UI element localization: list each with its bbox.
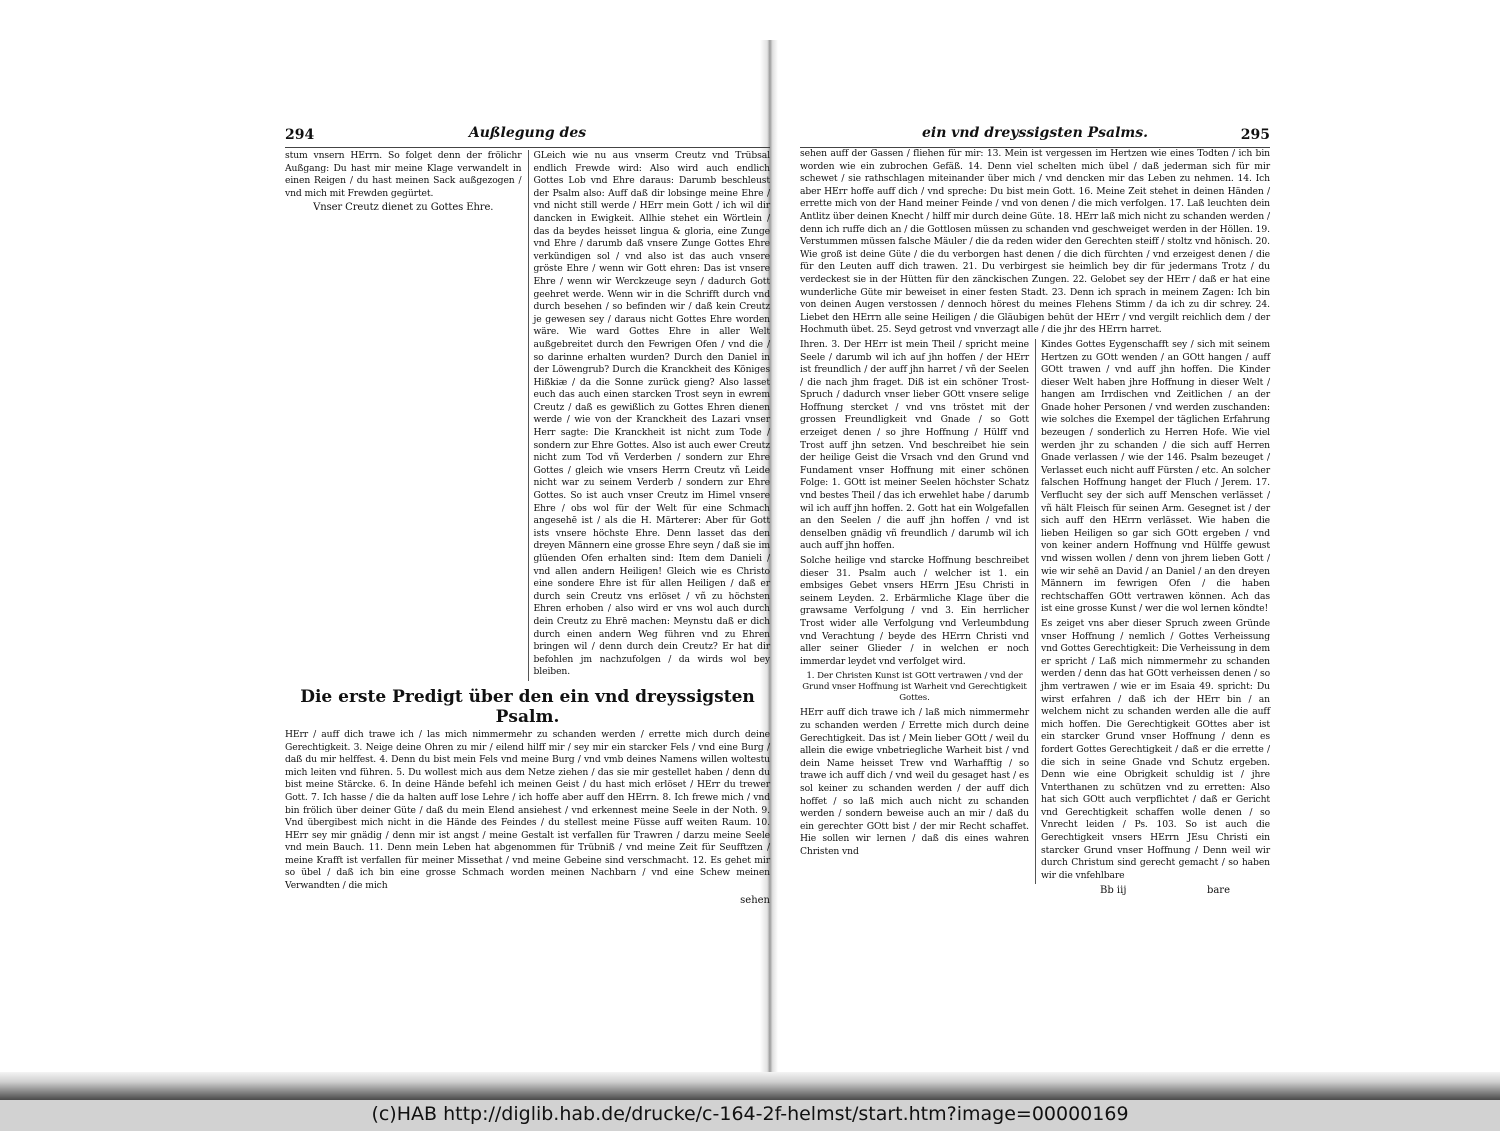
psalm-text xyxy=(285,729,770,893)
right-catchword: bare xyxy=(1206,885,1230,897)
sermon-title: Die erste Predigt über den ein vnd dreyssigsten Psalm. xyxy=(300,686,755,727)
left-col2-paragraph-1: GLeich wie nu aus vnserm Creutz vnd Trübsal endlich Frewde wird: Also wird auch endlich Gottes Lob vnd Ehre daraus: Darumb beschleust der Psalm also: Auff daß dir lobsinge meine Ehre / vnd nicht still werde / HErr mein Gott / ich wil dir dancken in Ewigkeit. Allhie stehet ein Wörtlein / das da beydes heisset lingua & gloria, eine Zunge vnd Ehre / darumb daß vnsere Zunge Gottes Ehre verkündigen sol / vnd also ist das auch vnsere gröste Ehre / wenn wir Gott ehren: Das ist vnsere Ehre / wenn wir Werckzeuge seyn / dadurch Gott geehret werde. Wenn wir in die Schrifft durch vnd durch besehen / so befinden wir / daß kein Creutz je gewesen sey / daraus nicht Gottes Ehre worden wäre. Wie ward Gottes Ehre in aller Welt außgebreitet durch den Fewrigen Ofen / vnd die / so darinne erhalten wurden? Durch den Daniel in der Löwengrub? Durch die Kranckheit des Königes Hißkiæ / da die Sonne zurück gieng? Also lasset euch das auch einen starcken Trost seyn in ewrem Creutz / daß es gewißlich zu Gottes Ehren dienen werde / wie von der Kranckheit des Lazari vnser Herr sagte: Die Kranckheit ist nicht zum Tode / sondern zur Ehre Gottes. Also ist auch ewer Creutz nicht zum Tod vñ Verderben / sondern zur Ehre Gottes / gleich wie vnsers Herrn Creutz vñ Leide nicht war zu seinem Verderb / sondern zur Ehre Gottes. So ist auch vnser Creutz im Himel vnsere Ehre / obs wol für der Welt für eine Schmach angesehē ist / als die H. Märterer: Aber für Gott ists vnsere höchste Ehre. Denn lasset das den dreyen Männern eine grosse Ehre seyn / daß sie im glüenden Ofen erhalten sind: Item dem Danieli / vnd allen andern Heiligen! Gleich wie es Christo eine sondere Ehre ist für allen Heiligen / daß er durch sein Creutz vns erlöset / vñ zu höchsten Ehren erhoben / also wird er vns wol auch durch dein Creutz zu Ehrē machen: Meynstu daß er dich durch einen andern Weg führen vnd zu Ehren bringen wil / denn durch dein Creutz? Er hat dir befohlen jm nachzufolgen / da wirds wol bey bleiben. xyxy=(533,150,770,678)
right-page-number: 295 xyxy=(1240,127,1270,143)
right-column-1 xyxy=(800,339,1029,885)
left-col1-paragraph-1: stum vnsern HErrn. So folget denn der frölichr Außgang: Du hast mir meine Klage verwandelt in einen Reigen / du hast meinen Sack außgezogen / vnd mich mit Frewden gegürtet. xyxy=(285,150,522,199)
left-column-2 xyxy=(528,150,771,681)
page-edge-shadow xyxy=(0,1072,1500,1100)
left-running-head: Außlegung des xyxy=(468,125,587,141)
right-col1-paragraph-2: Solche heilige vnd starcke Hoffnung beschreibet dieser 31. Psalm auch / welcher ist 1. ein embsiges Gebet vnsers HErrn JEsu Christi in seinem Leyden. 2. Erbärmliche Klage über die grawsame Verfolgung / vnd 3. Ein herrlicher Trost wider alle Verfolgung vnd Verleumbdung vnd Verachtung / beyde des HErrn Christi vnd aller seiner Glieder / in welchen er noch immerdar leydet vnd verfolget wird. xyxy=(800,555,1029,667)
right-page-header xyxy=(800,125,1270,148)
psalm-verses: HErr / auff dich trawe ich / las mich nimmermehr zu schanden werden / errette mich durch deine Gerechtigkeit. 3. Neige deine Ohren zu mir / eilend hilff mir / sey mir ein starcker Fels / vnd eine Burg / daß du mir helffest. 4. Denn du bist mein Fels vnd meine Burg / vnd vmb deines Namens willen woltestu mich leiten vnd führen. 5. Du wollest mich aus dem Netze ziehen / das sie mir gestellet haben / denn du bist meine Stärcke. 6. In deine Hände befehl ich meinen Geist / du hast mich erlöset / HErr du trewer Gott. 7. Ich hasse / die da halten auff lose Lehre / ich hoffe aber auff den HErrn. 8. Ich frewe mich / vnd bin frölich über deiner Güte / daß du mein Elend ansiehest / vnd erkennest meine Seele in der Noth. 9. Vnd übergibest mich nicht in die Hände des Feindes / du stellest meine Füsse auff weiten Raum. 10. HErr sey mir gnädig / denn mir ist angst / meine Gestalt ist verfallen für Trawren / darzu meine Seele vnd mein Bauch. 11. Denn mein Leben hat abgenommen für Trübniß / vnd meine Zeit für Seufftzen / meine Krafft ist verfallen für meiner Missethat / vnd meine Gebeine sind verschmacht. 12. Es gehet mir so übel / daß ich bin eine grosse Schmach worden meinen Nachbarn / vnd eine Schew meinen Verwandten / die mich xyxy=(285,728,770,892)
right-col1-heading: 1. Der Christen Kunst ist GOtt vertrawen / vnd der Grund vnser Hoffnung ist Warheit vnd Gerechtigkeit Gottes. xyxy=(802,671,1027,704)
credit-text: (c)HAB http://diglib.hab.de/drucke/c-164-2f-helmst/start.htm?image=00000169 xyxy=(371,1103,1129,1125)
right-col2-paragraph-1: Kindes Gottes Eygenschafft sey / sich mit seinem Hertzen zu GOtt wenden / an GOtt hangen / auff GOtt trawen / vnd auff jhn hoffen. Die Kinder dieser Welt haben jhre Hoffnung in dieser Welt / hangen am Irrdischen vnd Zeitlichen / an der Gnade hoher Personen / vnd werden zuschanden: wie solches die Exempel der täglichen Erfahrung bezeugen / sonderlich zu Herren Hofe. Wie viel werden jhr zu schanden / die sich auff Herren Gnade verlassen / wie der 146. Psalm bezeuget / Verlasset euch nicht auff Fürsten / etc. An solcher falschen Hoffnung hanget der Fluch / Jerem. 17. Verflucht sey der sich auff Menschen verlässet / vñ hält Fleisch für seinen Arm. Gesegnet ist / der sich auff den HErrn verlässet. Wie haben die lieben Heiligen so gar sich GOtt ergeben / vnd von keiner andern Hoffnung vnd Hülffe gewust vnd wissen wollen / denn von jhrem lieben Gott / wie wir sehē an David / an Daniel / an den dreyen Männern im fewrigen Ofen / die haben rechtschaffen GOtt vertrawen können. Ach das ist eine grosse Kunst / wer die wol lernen köndte! xyxy=(1041,338,1270,615)
right-columns xyxy=(800,339,1270,885)
right-page-footer xyxy=(800,885,1270,896)
left-columns xyxy=(285,150,770,681)
right-running-head: ein vnd dreyssigsten Psalms. xyxy=(921,125,1148,141)
psalm-continuation xyxy=(800,148,1270,337)
right-col2-paragraph-2: Es zeiget vns aber dieser Spruch zween Gründe vnser Hoffnung / nemlich / Gottes Verheissung vnd Gottes Gerechtigkeit: Die Verheissung in dem er spricht / Laß mich nimmermehr zu schanden werden / denn das hat GOtt verheissen denen / so jhm vertrawen / wie er im Esaia 49. spricht: Du wirst erfahren / daß ich der HErr bin / an welchem nicht zu schanden werden alle die auff mich hoffen. Die Gerechtigkeit GOttes aber ist ein starcker Grund vnser Hoffnung / denn es fordert Gottes Gerechtigkeit / daß er die errette / die sich in seine Gnade vnd Schutz ergeben. Denn wie eine Obrigkeit schuldig ist / jhre Vnterthanen zu schützen vnd zu erretten: Also hat sich GOtt auch verpflichtet / daß er Gericht vnd Gerechtigkeit schaffen wolle denen / so Vnrecht leiden / Ps. 103. So ist auch die Gerechtigkeit vnsers HErrn JEsu Christi ein starcker Grund vnser Hoffnung / Denn weil wir durch Christum sind gerecht gemacht / so haben wir die vnfehlbare xyxy=(1041,617,1270,881)
left-page-number: 294 xyxy=(285,127,315,143)
right-column-2 xyxy=(1035,339,1270,885)
right-col1-paragraph-3: HErr auff dich trawe ich / laß mich nimmermehr zu schanden werden / Errette mich durch deine Gerechtigkeit. Das ist / Mein lieber GOtt / weil du allein die ewige vnbetriegliche Warheit bist / vnd dein Name heisset Trew vnd Warhafftig / so trawe ich auff dich / vnd weil du gesaget hast / es sol keiner zu schanden werden / der auff dich hoffet / so laß mich auch nicht zu schanden werden / sondern beweise auch an mir / daß du ein gerechter GOtt bist / der mir Recht schaffet. Hie sollen wir lernen / daß dis eines wahren Christen vnd xyxy=(800,707,1029,857)
left-page-header xyxy=(285,125,770,148)
psalm-continuation-text: sehen auff der Gassen / fliehen für mir: 13. Mein ist vergessen im Hertzen wie eines Todten / ich bin worden wie ein zubrochen Gefäß. 14. Denn viel schelten mich übel / daß jederman sich für mir schewet / sie rathschlagen miteinander über mich / vnd dencken mir das Leben zu nehmen. 14. Ich aber HErr hoffe auff dich / vnd spreche: Du bist mein Gott. 16. Meine Zeit stehet in deinen Händen / errette mich von der Hand meiner Feinde / vnd von denen / die mich verfolgen. 17. Laß leuchten dein Antlitz über deinen Knecht / hilff mir durch deine Güte. 18. HErr laß mich nicht zu schanden werden / denn ich ruffe dich an / die Gottlosen müssen zu schanden vnd geschweiget werden in der Höllen. 19. Verstummen müssen falsche Mäuler / die da reden wider den Gerechten steiff / stoltz vnd hönisch. 20. Wie groß ist deine Güte / die du verborgen hast denen / die dich fürchten / vnd erzeigest denen / die für den Leuten auff dich trawen. 21. Du verbirgest sie heimlich bey dir für jedermans Trotz / du verdeckest sie in der Hütten für den zänckischen Zungen. 22. Gelobet sey der HErr / daß er hat eine wunderliche Güte mir beweiset in einer festen Stadt. 23. Denn ich sprach in meinem Zagen: Ich bin von deinen Augen verstossen / dennoch hörest du meines Flehens Stimm / da ich zu dir schrey. 24. Liebet den HErrn alle seine Heiligen / die Gläubigen behüt der HErr / vnd vergilt reichlich dem / der Hochmuth übet. 25. Seyd getrost vnd vnverzagt alle / die jhr des HErrn harret. xyxy=(800,148,1270,336)
left-page xyxy=(285,125,770,906)
left-column-1 xyxy=(285,150,522,681)
right-page xyxy=(800,125,1270,896)
left-catchword: sehen xyxy=(740,894,770,906)
signature-mark: Bb iij xyxy=(1100,885,1127,897)
left-col1-caption: Vnser Creutz dienet zu Gottes Ehre. xyxy=(313,202,494,214)
right-col1-paragraph-1: Ihren. 3. Der HErr ist mein Theil / spricht meine Seele / darumb wil ich auf jhn hoffen / der HErr ist freundlich / der auff jhn harret / vñ der Seelen / die nach jhm fraget. Diß ist ein schöner Trost-Spruch / dadurch vnser lieber GOtt vnsere selige Hoffnung stercket / vnd vns tröstet mit der grossen Freundligkeit vnd Gnade / so Gott erzeiget denen / so jhre Hoffnung / Hülff vnd Trost auff jhn setzen. Vnd beschreibet hie sein der heilige Geist die Vrsach vnd den Grund vnd Fundament vnser Hoffnung mit einer schönen Folge: 1. GOtt ist meiner Seelen höchster Schatz vnd bestes Theil / das ich erwehlet habe / darumb wil ich auff jhn hoffen. 2. Gott hat ein Wolgefallen an den Seelen / die auff jhn hoffen / vnd ist denselben gnädig vñ freundlich / darumb wil ich auch auff jhn hoffen. xyxy=(800,338,1029,552)
